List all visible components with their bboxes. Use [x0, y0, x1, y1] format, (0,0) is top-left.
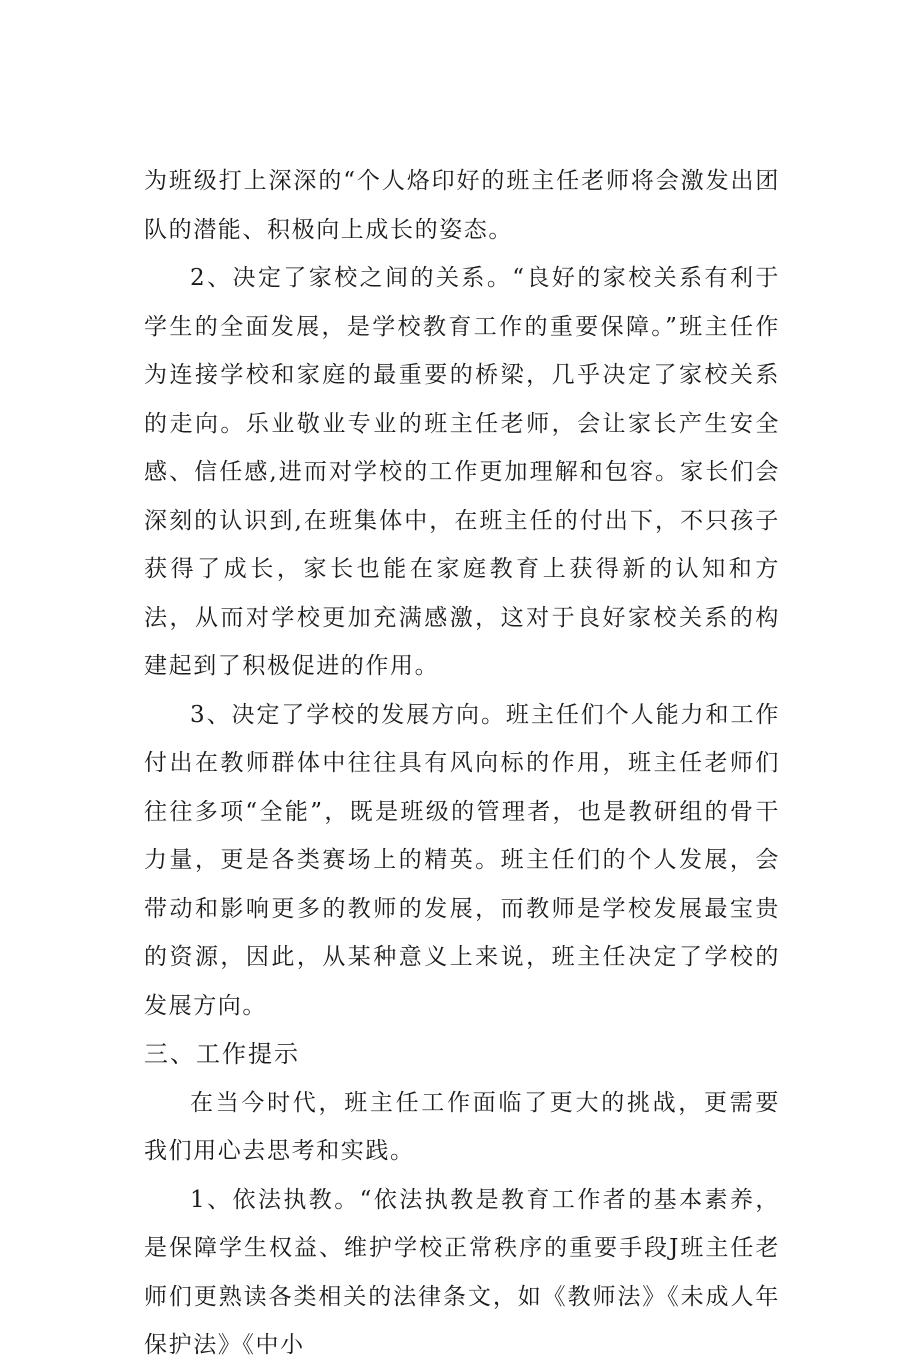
paragraph-teaching-by-law: 1、依法执教。“依法执教是教育工作者的基本素养，是保障学生权益、维护学校正常秩序的重要手段J班主任老师们更熟读各类相关的法律条文，如《教师法》《未成人年保护法》《中小: [144, 1186, 780, 1358]
paragraph-school-development: 3、决定了学校的发展方向。班主任们个人能力和工作付出在教师群体中往往具有风向标的作用，班主任老师们往往多项“全能”，既是班级的管理者，也是教研组的骨干力量，更是各类赛场上的精英。班主任们的个人发展，会带动和影响更多的教师的发展，而教师是学校发展最宝贵的资源，因此，从某种意义上来说，班主任决定了学校的发展方向。: [144, 701, 780, 1019]
paragraph-family-school-relationship: 2、决定了家校之间的关系。“良好的家校关系有利于学生的全面发展，是学校教育工作的重要保障。”班主任作为连接学校和家庭的最重要的桥梁，几乎决定了家校关系的走向。乐业敬业专业的班主任老师，会让家长产生安全感、信任感,进而对学校的工作更加理解和包容。家长们会深刻的认识到,在班集体中，在班主任的付出下，不只孩子获得了成长，家长也能在家庭教育上获得新的认知和方法，从而对学校更加充满感激，这对于良好家校关系的构建起到了积极促进的作用。: [144, 265, 780, 679]
paragraph-continuation: 为班级打上深深的“个人烙印好的班主任老师将会激发出团队的潜能、积极向上成长的姿态。: [144, 168, 780, 243]
paragraph-challenges: 在当今时代，班主任工作面临了更大的挑战，更需要我们用心去思考和实践。: [144, 1089, 780, 1164]
section-heading-work-tips: 三、工作提示: [144, 1040, 300, 1068]
document-body: [144, 157, 780, 1370]
